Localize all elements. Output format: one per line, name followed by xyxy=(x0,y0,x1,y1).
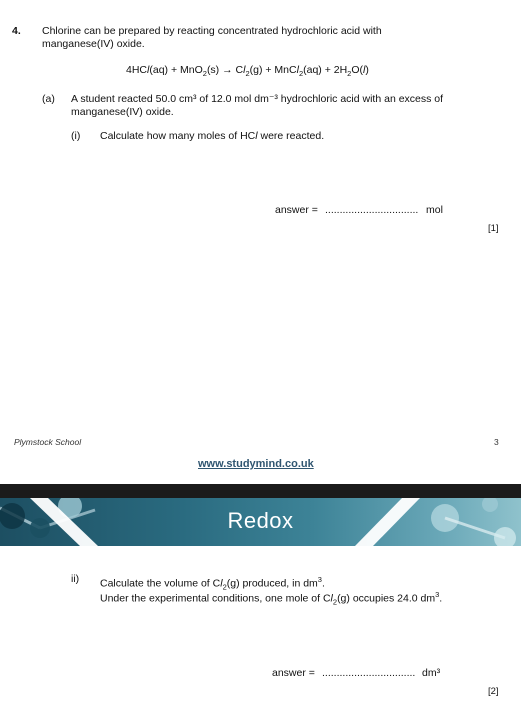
answer-line-ii[interactable]: ................................ xyxy=(322,667,416,679)
answer-label-i: answer = xyxy=(275,204,318,216)
part-a-text-line2: manganese(IV) oxide. xyxy=(71,106,174,118)
marks-ii: [2] xyxy=(488,686,499,697)
answer-unit-i: mol xyxy=(426,204,443,216)
part-ii-line2: Under the experimental conditions, one mole of $Cl_2(g)$ occupies 24.0 $dm^3$. xyxy=(100,590,443,607)
part-ii-line1: Calculate the volume of $Cl_2(g)$ produced, in $dm^3$. xyxy=(100,575,325,592)
topic-banner xyxy=(0,498,521,546)
school-footer: Plymstock School xyxy=(14,437,82,447)
answer-line-i[interactable]: ................................ xyxy=(325,204,419,216)
part-a-text-line1: A student reacted 50.0 cm³ of 12.0 mol dm⁻³ hydrochloric acid with an excess of xyxy=(71,93,444,105)
sub-i-text: Calculate how many moles of HCl were reacted. xyxy=(100,130,325,142)
page-separator xyxy=(0,484,521,498)
answer-label-ii: answer = xyxy=(272,667,315,679)
page-number: 3 xyxy=(494,437,499,447)
question-stem-line2: manganese(IV) oxide. xyxy=(42,38,145,50)
banner-title: Redox xyxy=(227,508,294,533)
question-number: 4. xyxy=(12,25,21,37)
chemical-equation: $4HCl(aq) + MnO_2(s) \to Cl_2(g)$ + MnCl$_2$(aq) + $2H_2O(l)$ xyxy=(126,64,369,79)
answer-unit-ii: dm³ xyxy=(422,667,441,679)
website-link[interactable]: www.studymind.co.uk xyxy=(198,458,314,470)
part-ii-label: ii) xyxy=(71,573,80,585)
part-a-label: (a) xyxy=(42,93,55,105)
sub-i-label: (i) xyxy=(71,130,81,142)
question-stem-line1: Chlorine can be prepared by reacting concentrated hydrochloric acid with xyxy=(42,25,382,37)
marks-i: [1] xyxy=(488,223,499,234)
